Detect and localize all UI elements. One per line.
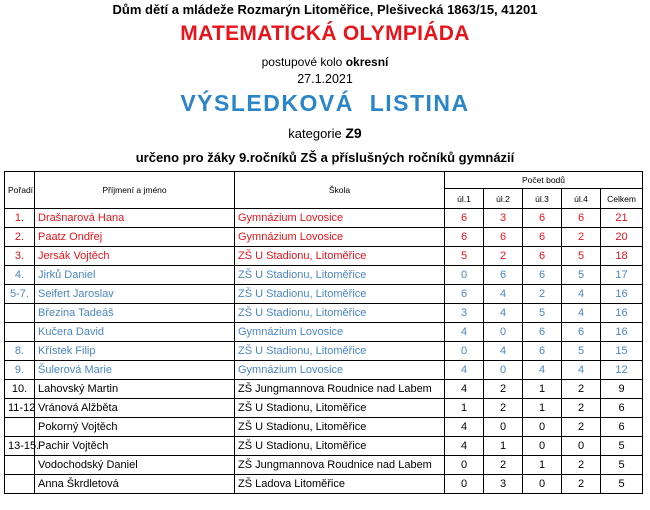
task-1-cell: 4 [445,418,484,437]
table-row [5,266,643,285]
task-1-cell: 1 [445,399,484,418]
header-school: Škola [235,172,445,209]
table-row [5,323,643,342]
total-cell: 15 [601,342,643,361]
task-3-cell: 6 [523,342,562,361]
rank-cell [5,418,35,437]
name-cell: Pachir Vojtěch [35,437,235,456]
name-cell: Vodochodský Daniel [35,456,235,475]
header-total: Celkem [601,189,643,209]
task-4-cell: 2 [562,228,601,247]
school-cell: ZŠ Jungmannova Roudnice nad Labem [235,456,445,475]
table-row [5,437,643,456]
school-cell: ZŠ U Stadionu, Litoměřice [235,342,445,361]
school-cell: Gymnázium Lovosice [235,209,445,228]
rank-cell: 2. [5,228,35,247]
task-2-cell: 4 [484,342,523,361]
task-3-cell: 2 [523,285,562,304]
results-table [4,171,643,494]
task-1-cell: 6 [445,209,484,228]
header-name: Příjmení a jméno [35,172,235,209]
task-4-cell: 4 [562,285,601,304]
table-row [5,380,643,399]
task-3-cell: 6 [523,209,562,228]
task-4-cell: 4 [562,361,601,380]
document-title: MATEMATICKÁ OLYMPIÁDA [180,22,470,45]
name-cell: Lahovský Martin [35,380,235,399]
task-1-cell: 4 [445,380,484,399]
task-1-cell: 0 [445,475,484,494]
total-cell: 5 [601,437,643,456]
rank-cell: 8. [5,342,35,361]
rank-cell: 9. [5,361,35,380]
task-2-cell: 1 [484,437,523,456]
table-row [5,228,643,247]
total-cell: 12 [601,361,643,380]
rank-cell [5,304,35,323]
task-2-cell: 0 [484,361,523,380]
rank-cell: 10. [5,380,35,399]
task-2-cell: 2 [484,380,523,399]
task-4-cell: 6 [562,209,601,228]
name-cell: Křístek Filip [35,342,235,361]
table-row [5,361,643,380]
table-row [5,285,643,304]
task-4-cell: 6 [562,323,601,342]
task-1-cell: 0 [445,456,484,475]
header-points: Počet bodů [445,172,643,189]
task-2-cell: 4 [484,285,523,304]
round-line [0,55,650,69]
task-4-cell: 0 [562,437,601,456]
total-cell: 16 [601,323,643,342]
category-line [0,125,650,141]
rank-cell: 3. [5,247,35,266]
task-2-cell: 6 [484,266,523,285]
table-row [5,342,643,361]
header-rank: Pořadí [5,172,35,209]
total-cell: 21 [601,209,643,228]
document-subtitle: VÝSLEDKOVÁ LISTINA [180,90,470,116]
task-1-cell: 6 [445,285,484,304]
school-cell: ZŠ Ladova Litoměřice [235,475,445,494]
total-cell: 5 [601,475,643,494]
total-cell: 9 [601,380,643,399]
school-cell: ZŠ U Stadionu, Litoměřice [235,304,445,323]
task-3-cell: 5 [523,304,562,323]
total-cell: 20 [601,228,643,247]
round-prefix: postupové kolo [261,55,343,69]
rank-cell [5,475,35,494]
school-cell: ZŠ U Stadionu, Litoměřice [235,285,445,304]
school-cell: ZŠ U Stadionu, Litoměřice [235,247,445,266]
task-4-cell: 4 [562,304,601,323]
total-cell: 5 [601,456,643,475]
name-cell: Anna Škrdletová [35,475,235,494]
task-1-cell: 4 [445,361,484,380]
total-cell: 6 [601,418,643,437]
rank-cell: 13-15. [5,437,35,456]
task-1-cell: 6 [445,228,484,247]
category-value: Z9 [345,125,362,141]
task-2-cell: 4 [484,304,523,323]
total-cell: 6 [601,399,643,418]
rank-cell: 4. [5,266,35,285]
rank-cell: 5-7. [5,285,35,304]
task-4-cell: 5 [562,266,601,285]
table-row [5,399,643,418]
rank-cell: 1. [5,209,35,228]
table-row [5,304,643,323]
table-row [5,456,643,475]
name-cell: Jersák Vojtěch [35,247,235,266]
school-cell: ZŠ U Stadionu, Litoměřice [235,418,445,437]
task-2-cell: 0 [484,418,523,437]
name-cell: Seifert Jaroslav [35,285,235,304]
school-cell: ZŠ U Stadionu, Litoměřice [235,437,445,456]
header-task-1: úl.1 [445,189,484,209]
task-4-cell: 2 [562,418,601,437]
task-4-cell: 2 [562,456,601,475]
task-2-cell: 3 [484,475,523,494]
name-cell: Šulerová Marie [35,361,235,380]
task-4-cell: 2 [562,399,601,418]
name-cell: Paatz Ondřej [35,228,235,247]
eligibility-note: určeno pro žáky 9.ročníků ZŠ a příslušných ročníků gymnázií [135,150,515,165]
school-cell: ZŠ Jungmannova Roudnice nad Labem [235,380,445,399]
total-cell: 16 [601,304,643,323]
task-3-cell: 6 [523,266,562,285]
task-4-cell: 5 [562,342,601,361]
task-4-cell: 2 [562,475,601,494]
task-1-cell: 4 [445,323,484,342]
task-1-cell: 3 [445,304,484,323]
rank-cell [5,456,35,475]
school-cell: Gymnázium Lovosice [235,228,445,247]
name-cell: Pokorný Vojtěch [35,418,235,437]
task-1-cell: 0 [445,342,484,361]
task-4-cell: 5 [562,247,601,266]
task-3-cell: 1 [523,399,562,418]
task-2-cell: 2 [484,456,523,475]
school-cell: ZŠ U Stadionu, Litoměřice [235,399,445,418]
task-2-cell: 2 [484,247,523,266]
task-3-cell: 0 [523,418,562,437]
total-cell: 16 [601,285,643,304]
task-3-cell: 6 [523,323,562,342]
name-cell: Kučera David [35,323,235,342]
rank-cell [5,323,35,342]
header-row [5,172,643,189]
task-1-cell: 4 [445,437,484,456]
table-row [5,475,643,494]
task-2-cell: 0 [484,323,523,342]
task-3-cell: 6 [523,247,562,266]
task-3-cell: 0 [523,437,562,456]
task-2-cell: 2 [484,399,523,418]
task-1-cell: 0 [445,266,484,285]
school-cell: Gymnázium Lovosice [235,323,445,342]
table-row [5,418,643,437]
name-cell: Jirků Daniel [35,266,235,285]
task-2-cell: 3 [484,209,523,228]
name-cell: Vránová Alžběta [35,399,235,418]
total-cell: 18 [601,247,643,266]
task-3-cell: 4 [523,361,562,380]
table-row [5,209,643,228]
name-cell: Drašnarová Hana [35,209,235,228]
header-task-4: úl.4 [562,189,601,209]
header-task-3: úl.3 [523,189,562,209]
task-3-cell: 1 [523,380,562,399]
round-level: okresní [345,55,389,69]
task-2-cell: 6 [484,228,523,247]
organizer-line: Dům dětí a mládeže Rozmarýn Litoměřice, Plešivecká 1863/15, 41201 [112,2,538,17]
task-3-cell: 1 [523,456,562,475]
competition-date: 27.1.2021 [297,72,353,86]
task-1-cell: 5 [445,247,484,266]
task-3-cell: 0 [523,475,562,494]
task-3-cell: 6 [523,228,562,247]
name-cell: Březina Tadeáš [35,304,235,323]
header-task-2: úl.2 [484,189,523,209]
total-cell: 17 [601,266,643,285]
category-label: kategorie [288,126,342,141]
task-4-cell: 2 [562,380,601,399]
rank-cell: 11-12 [5,399,35,418]
school-cell: Gymnázium Lovosice [235,361,445,380]
school-cell: ZŠ U Stadionu, Litoměřice [235,266,445,285]
table-row [5,247,643,266]
